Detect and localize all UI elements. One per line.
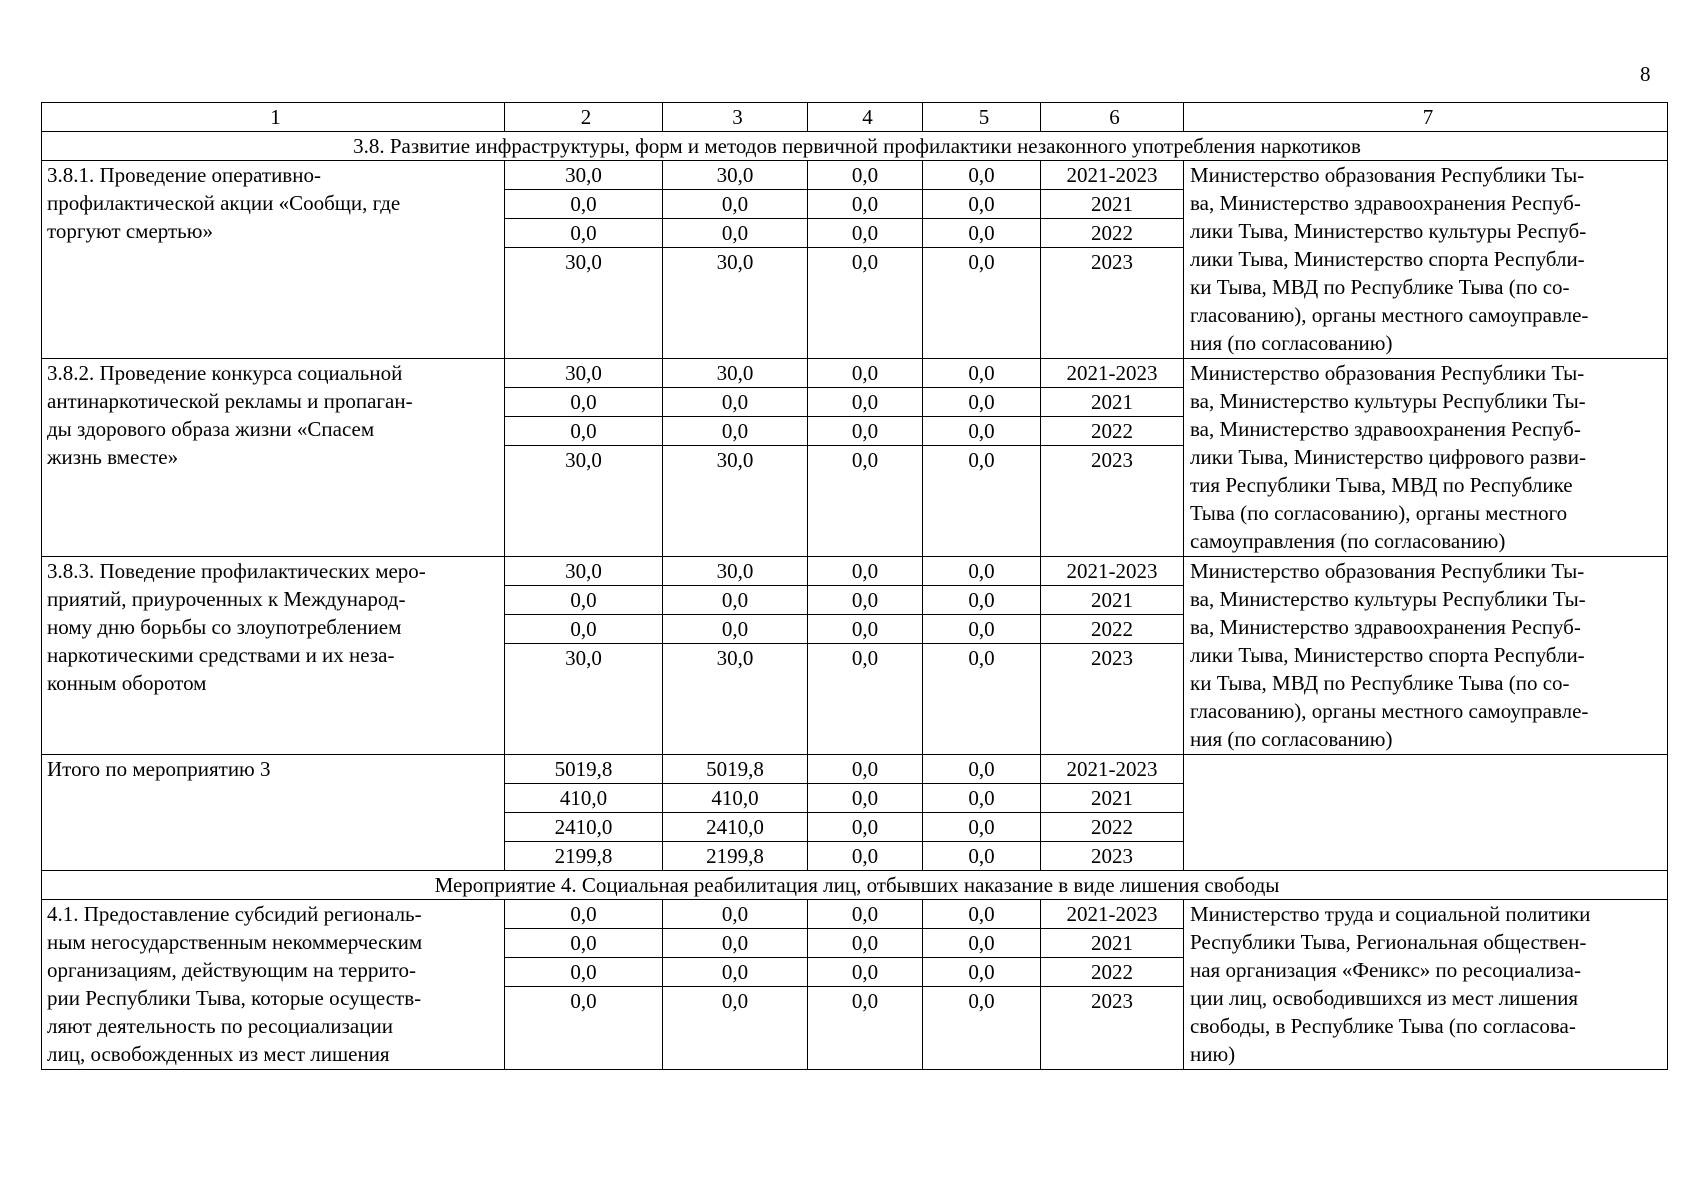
value-cell: 0,0 [663, 388, 808, 417]
value-cell: 2021-2023 [1041, 161, 1184, 190]
value-cell: 2022 [1041, 417, 1184, 446]
responsible-line: лики Тыва, Министерство спорта Республи- [1190, 643, 1585, 667]
header-cell: 2 [505, 103, 663, 132]
value-cell: 30,0 [505, 161, 663, 190]
value-cell: 30,0 [663, 644, 808, 755]
table-row [42, 557, 1668, 586]
item-name-cell [42, 900, 505, 1070]
item-name-line: организациям, действующим на террито- [47, 958, 416, 982]
value-cell: 0,0 [923, 929, 1041, 958]
responsible-line: Министерство образования Республики Ты- [1190, 559, 1585, 583]
responsible-cell [1184, 161, 1668, 359]
header-cell: 1 [42, 103, 505, 132]
item-name-line: 3.8.2. Проведение конкурса социальной [47, 361, 403, 385]
value-cell: 2410,0 [505, 813, 663, 842]
responsible-line: ции лиц, освободившихся из мест лишения [1190, 986, 1578, 1010]
value-cell: 0,0 [505, 417, 663, 446]
responsible-line: Республики Тыва, Региональная обществен- [1190, 930, 1587, 954]
responsible-line: Министерство образования Республики Ты- [1190, 361, 1585, 385]
value-cell: 2021 [1041, 784, 1184, 813]
value-cell: 30,0 [505, 644, 663, 755]
responsible-line: лики Тыва, Министерство культуры Респуб- [1190, 219, 1587, 243]
value-cell: 2023 [1041, 842, 1184, 871]
item-name-cell [42, 161, 505, 359]
value-cell: 0,0 [923, 755, 1041, 784]
item-name-line: лиц, освобожденных из мест лишения [47, 1042, 390, 1066]
value-cell: 0,0 [808, 161, 923, 190]
responsible-line: Министерство труда и социальной политики [1190, 902, 1591, 926]
responsible-line: Министерство образования Республики Ты- [1190, 163, 1585, 187]
value-cell: 0,0 [808, 900, 923, 929]
responsible-line: ва, Министерство здравоохранения Респуб- [1190, 191, 1581, 215]
value-cell: 0,0 [808, 219, 923, 248]
value-cell: 0,0 [923, 900, 1041, 929]
item-name-cell [42, 557, 505, 755]
value-cell: 0,0 [923, 842, 1041, 871]
value-cell: 2021-2023 [1041, 900, 1184, 929]
item-name-line: конным оборотом [47, 671, 207, 695]
value-cell: 2021 [1041, 190, 1184, 219]
responsible-line: ки Тыва, МВД по Республике Тыва (по со- [1190, 671, 1570, 695]
responsible-line: ная организация «Феникс» по ресоциализа- [1190, 958, 1581, 982]
responsible-line: тия Республики Тыва, МВД по Республике [1190, 473, 1573, 497]
value-cell: 2021 [1041, 388, 1184, 417]
value-cell: 2021 [1041, 929, 1184, 958]
section-row [42, 871, 1668, 900]
value-cell: 0,0 [808, 359, 923, 388]
item-name-line: рии Республики Тыва, которые осуществ- [47, 986, 422, 1010]
value-cell: 2022 [1041, 958, 1184, 987]
value-cell: 2021-2023 [1041, 755, 1184, 784]
header-cell: 7 [1184, 103, 1668, 132]
value-cell: 2021 [1041, 586, 1184, 615]
value-cell: 0,0 [663, 417, 808, 446]
value-cell: 0,0 [663, 958, 808, 987]
responsible-line: ва, Министерство культуры Республики Ты- [1190, 587, 1586, 611]
value-cell: 2023 [1041, 987, 1184, 1070]
responsible-line: самоуправления (по согласованию) [1190, 529, 1506, 553]
item-name-line: 4.1. Предоставление субсидий региональ- [47, 902, 422, 926]
value-cell: 5019,8 [663, 755, 808, 784]
value-cell: 0,0 [808, 784, 923, 813]
item-name-line: наркотическими средствами и их неза- [47, 643, 395, 667]
value-cell: 30,0 [505, 446, 663, 557]
value-cell: 2023 [1041, 644, 1184, 755]
value-cell: 0,0 [505, 929, 663, 958]
value-cell: 410,0 [505, 784, 663, 813]
value-cell: 0,0 [808, 842, 923, 871]
value-cell: 0,0 [808, 813, 923, 842]
value-cell: 0,0 [923, 446, 1041, 557]
responsible-line: ния (по согласованию) [1190, 331, 1393, 355]
value-cell: 0,0 [923, 644, 1041, 755]
value-cell: 0,0 [505, 900, 663, 929]
value-cell: 0,0 [923, 987, 1041, 1070]
value-cell: 2023 [1041, 248, 1184, 359]
table-row [42, 359, 1668, 388]
program-table [41, 102, 1668, 1070]
value-cell: 30,0 [505, 557, 663, 586]
value-cell: 30,0 [663, 248, 808, 359]
value-cell: 2022 [1041, 615, 1184, 644]
value-cell: 2199,8 [663, 842, 808, 871]
header-cell: 6 [1041, 103, 1184, 132]
value-cell: 0,0 [808, 388, 923, 417]
responsible-cell [1184, 755, 1668, 871]
value-cell: 0,0 [505, 190, 663, 219]
responsible-line: нию) [1190, 1042, 1236, 1066]
value-cell: 0,0 [808, 958, 923, 987]
value-cell: 0,0 [808, 586, 923, 615]
item-name-line: жизнь вместе» [47, 445, 179, 469]
value-cell: 30,0 [663, 446, 808, 557]
value-cell: 0,0 [923, 190, 1041, 219]
value-cell: 0,0 [808, 417, 923, 446]
table-row [42, 900, 1668, 929]
value-cell: 0,0 [505, 219, 663, 248]
value-cell: 0,0 [923, 557, 1041, 586]
value-cell: 2023 [1041, 446, 1184, 557]
value-cell: 0,0 [663, 615, 808, 644]
value-cell: 0,0 [923, 958, 1041, 987]
responsible-line: свободы, в Республике Тыва (по согласова- [1190, 1014, 1576, 1038]
value-cell: 0,0 [663, 987, 808, 1070]
item-name-line: ляют деятельность по ресоциализации [47, 1014, 393, 1038]
value-cell: 2199,8 [505, 842, 663, 871]
value-cell: 0,0 [923, 359, 1041, 388]
value-cell: 2021-2023 [1041, 557, 1184, 586]
value-cell: 410,0 [663, 784, 808, 813]
item-name-cell [42, 359, 505, 557]
header-cell: 5 [923, 103, 1041, 132]
responsible-line: лики Тыва, Министерство цифрового разви- [1190, 445, 1586, 469]
value-cell: 0,0 [923, 586, 1041, 615]
responsible-line: гласованию), органы местного самоуправле- [1190, 303, 1589, 327]
value-cell: 0,0 [923, 219, 1041, 248]
responsible-line: ва, Министерство здравоохранения Респуб- [1190, 417, 1581, 441]
value-cell: 0,0 [505, 586, 663, 615]
responsible-line: ва, Министерство культуры Республики Ты- [1190, 389, 1586, 413]
item-name-line: антинаркотической рекламы и пропаган- [47, 389, 413, 413]
item-name-cell [42, 755, 505, 871]
value-cell: 0,0 [505, 987, 663, 1070]
header-row [42, 103, 1668, 132]
value-cell: 0,0 [663, 586, 808, 615]
item-name-line: приятий, приуроченных к Международ- [47, 587, 406, 611]
item-name-line: ным негосударственным некоммерческим [47, 930, 423, 954]
responsible-line: ки Тыва, МВД по Республике Тыва (по со- [1190, 275, 1570, 299]
responsible-line: Тыва (по согласованию), органы местного [1190, 501, 1568, 525]
value-cell: 0,0 [808, 446, 923, 557]
section-row [42, 132, 1668, 161]
value-cell: 2410,0 [663, 813, 808, 842]
value-cell: 0,0 [808, 929, 923, 958]
value-cell: 2021-2023 [1041, 359, 1184, 388]
responsible-line: ва, Министерство здравоохранения Респуб- [1190, 615, 1581, 639]
value-cell: 0,0 [663, 929, 808, 958]
responsible-cell [1184, 557, 1668, 755]
value-cell: 0,0 [808, 987, 923, 1070]
table-row [42, 161, 1668, 190]
value-cell: 0,0 [923, 417, 1041, 446]
value-cell: 0,0 [663, 190, 808, 219]
header-cell: 4 [808, 103, 923, 132]
table-body [42, 103, 1668, 1070]
value-cell: 2022 [1041, 813, 1184, 842]
value-cell: 0,0 [505, 958, 663, 987]
item-name-line: ному дню борьбы со злоупотреблением [47, 615, 402, 639]
item-name-line: 3.8.3. Поведение профилактических меро- [47, 559, 426, 583]
value-cell: 0,0 [808, 190, 923, 219]
item-name-line: профилактической акции «Сообщи, где [47, 191, 401, 215]
responsible-line: лики Тыва, Министерство спорта Республи- [1190, 247, 1585, 271]
value-cell: 0,0 [808, 755, 923, 784]
header-cell: 3 [663, 103, 808, 132]
responsible-cell [1184, 900, 1668, 1070]
value-cell: 0,0 [923, 388, 1041, 417]
value-cell: 0,0 [808, 644, 923, 755]
value-cell: 0,0 [663, 219, 808, 248]
value-cell: 0,0 [808, 248, 923, 359]
value-cell: 0,0 [663, 900, 808, 929]
value-cell: 0,0 [808, 557, 923, 586]
item-name-line: торгуют смертью» [47, 219, 213, 243]
value-cell: 30,0 [663, 359, 808, 388]
value-cell: 30,0 [663, 161, 808, 190]
value-cell: 0,0 [923, 248, 1041, 359]
value-cell: 2022 [1041, 219, 1184, 248]
value-cell: 0,0 [505, 388, 663, 417]
page-number: 8 [1640, 62, 1651, 86]
value-cell: 0,0 [923, 813, 1041, 842]
value-cell: 0,0 [923, 615, 1041, 644]
item-name-line: Итого по мероприятию 3 [47, 757, 271, 781]
value-cell: 30,0 [663, 557, 808, 586]
responsible-cell [1184, 359, 1668, 557]
value-cell: 0,0 [808, 615, 923, 644]
value-cell: 30,0 [505, 248, 663, 359]
table-row [42, 755, 1668, 784]
responsible-line: ния (по согласованию) [1190, 727, 1393, 751]
section-title: Мероприятие 4. Социальная реабилитация лиц, отбывших наказание в виде лишения свободы [42, 871, 1668, 900]
section-title: 3.8. Развитие инфраструктуры, форм и методов первичной профилактики незаконного употребления наркотиков [42, 132, 1668, 161]
item-name-line: ды здорового образа жизни «Спасем [47, 417, 375, 441]
item-name-line: 3.8.1. Проведение оперативно- [47, 163, 321, 187]
value-cell: 0,0 [923, 784, 1041, 813]
value-cell: 30,0 [505, 359, 663, 388]
value-cell: 0,0 [923, 161, 1041, 190]
responsible-line: гласованию), органы местного самоуправле- [1190, 699, 1589, 723]
value-cell: 0,0 [505, 615, 663, 644]
value-cell: 5019,8 [505, 755, 663, 784]
